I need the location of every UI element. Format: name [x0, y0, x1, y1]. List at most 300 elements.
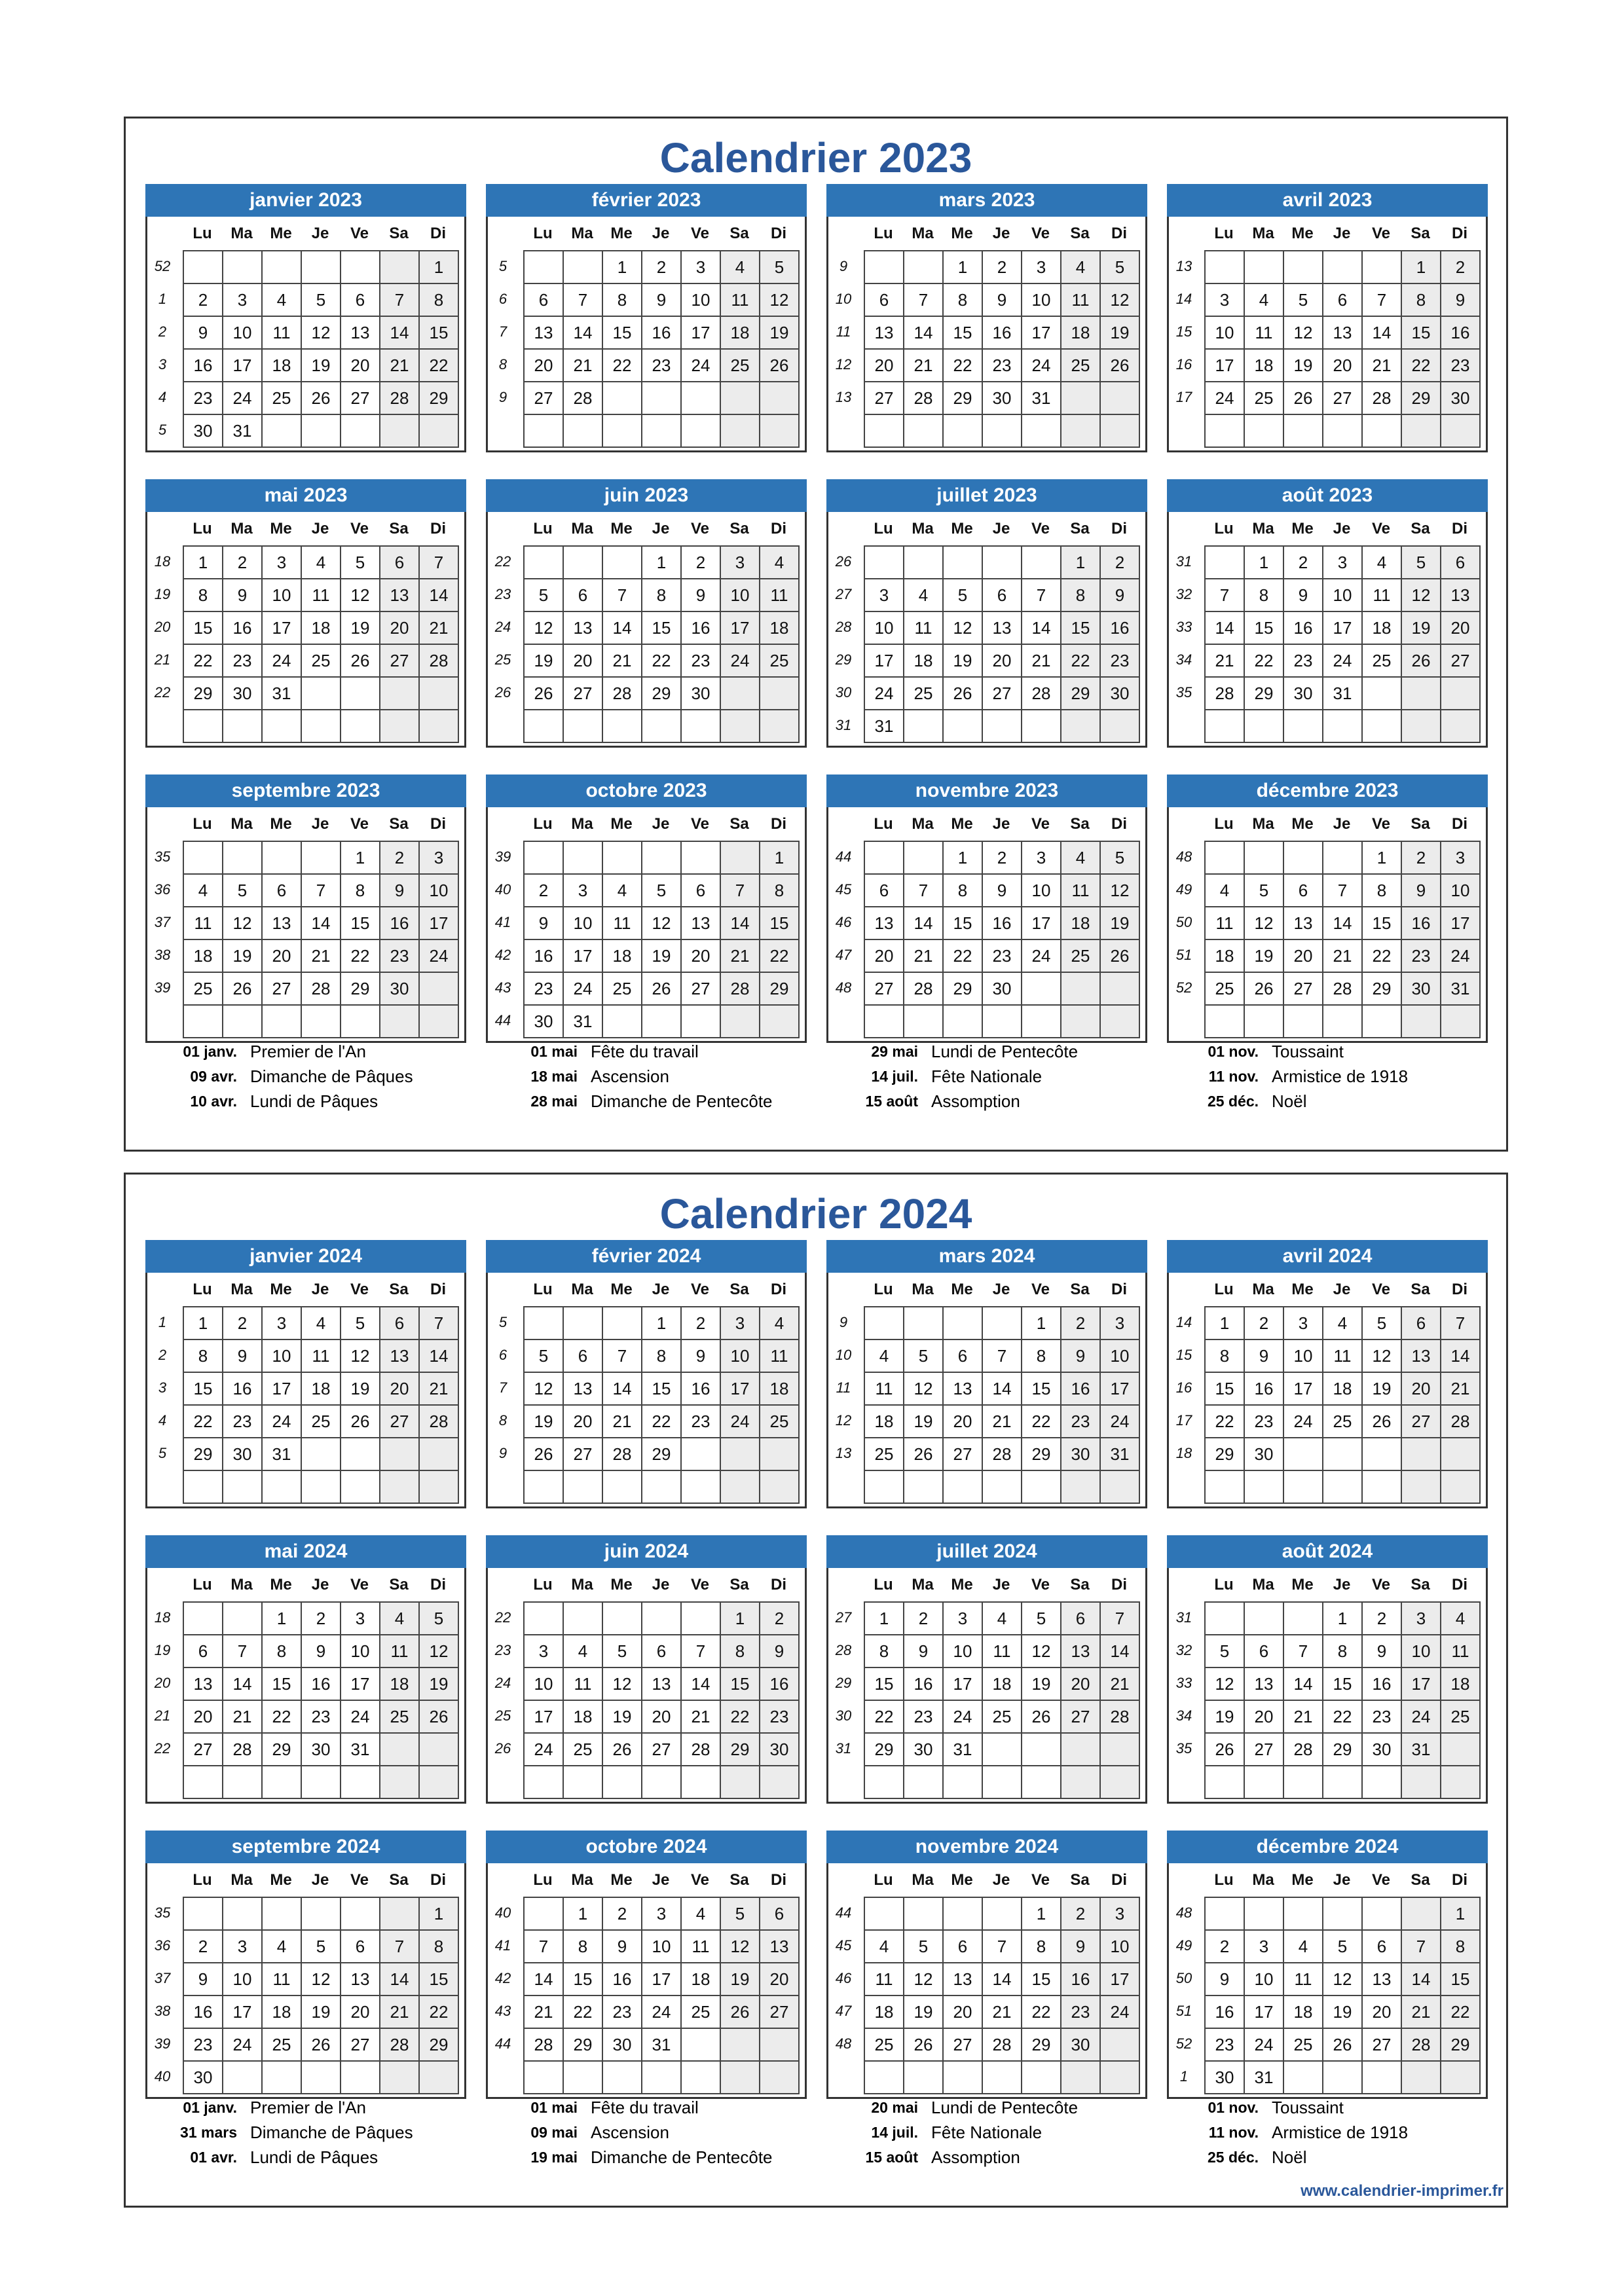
day-cell: [682, 1766, 721, 1799]
day-cell: 20: [525, 350, 564, 382]
weekday-label: Me: [610, 815, 633, 833]
week-number: [826, 2060, 860, 2093]
day-cell: 5: [1206, 1635, 1245, 1668]
day-cell: 9: [223, 1340, 263, 1373]
day-cell: 27: [341, 2029, 380, 2062]
day-cell: 22: [721, 1701, 760, 1734]
day-cell: 15: [1363, 907, 1402, 940]
week-number: [486, 414, 520, 446]
day-cell: 5: [302, 1931, 341, 1963]
day-cell: 15: [944, 317, 983, 350]
day-cell: 10: [525, 1668, 564, 1701]
day-cell: 8: [1363, 875, 1402, 907]
day-cell: 19: [1101, 907, 1140, 940]
day-cell: 13: [760, 1931, 800, 1963]
weekday-label: Ma: [1252, 815, 1274, 833]
week-number: 16: [1175, 1379, 1192, 1396]
weekday-label: Ma: [1252, 1576, 1274, 1594]
day-cell: 2: [1101, 547, 1140, 579]
day-cell: [682, 2029, 721, 2062]
day-grid: [523, 250, 800, 448]
week-numbers: [145, 1897, 179, 2093]
day-cell: [564, 547, 603, 579]
day-cell: 27: [865, 973, 904, 1006]
day-cell: 31: [1323, 678, 1363, 710]
day-cell: 22: [184, 1406, 223, 1438]
month-header: octobre 2024: [486, 1831, 807, 1863]
month-header: décembre 2024: [1167, 1831, 1488, 1863]
day-cell: 16: [1206, 1996, 1245, 2029]
day-cell: 9: [983, 875, 1022, 907]
day-cell: 10: [223, 317, 263, 350]
weekday-label: Di: [771, 815, 786, 833]
day-cell: 12: [525, 612, 564, 645]
day-cell: [682, 1603, 721, 1635]
day-cell: 21: [1363, 350, 1402, 382]
day-cell: 12: [1323, 1963, 1363, 1996]
day-cell: 2: [904, 1603, 944, 1635]
day-cell: [420, 678, 459, 710]
day-cell: 9: [1284, 579, 1323, 612]
day-cell: 4: [263, 1931, 302, 1963]
day-cell: 15: [263, 1668, 302, 1701]
weekday-label: Ve: [690, 1576, 710, 1594]
week-number: 52: [1175, 2035, 1192, 2052]
day-cell: [525, 1307, 564, 1340]
day-cell: 30: [1206, 2062, 1245, 2094]
weekday-label: Je: [1333, 1576, 1351, 1594]
day-grid: [523, 841, 800, 1038]
day-cell: 14: [603, 1373, 642, 1406]
day-cell: [682, 415, 721, 448]
weekday-label: Ma: [912, 520, 934, 538]
holiday-name: Lundi de Pâques: [250, 1091, 378, 1111]
day-cell: 17: [721, 1373, 760, 1406]
day-cell: [721, 710, 760, 743]
week-numbers: [826, 1897, 860, 2093]
day-cell: 30: [1061, 2029, 1101, 2062]
day-cell: [1323, 415, 1363, 448]
week-number: 35: [1175, 684, 1192, 701]
day-cell: 19: [904, 1996, 944, 2029]
weekday-label: Sa: [1070, 225, 1090, 242]
day-cell: 21: [1101, 1668, 1140, 1701]
day-cell: 30: [302, 1734, 341, 1766]
day-cell: 28: [682, 1734, 721, 1766]
day-cell: [944, 1766, 983, 1799]
weekday-label: Sa: [389, 1576, 409, 1594]
day-cell: 19: [642, 940, 682, 973]
day-cell: 19: [1206, 1701, 1245, 1734]
weekday-header-row: [1204, 1275, 1479, 1304]
week-number: 44: [494, 2035, 511, 2052]
day-cell: [302, 678, 341, 710]
day-cell: 31: [263, 1438, 302, 1471]
day-cell: 27: [1284, 973, 1323, 1006]
weekday-label: Ma: [231, 1281, 253, 1298]
day-cell: [721, 382, 760, 415]
week-number: 9: [839, 258, 848, 274]
day-cell: 21: [603, 1406, 642, 1438]
day-cell: 18: [904, 645, 944, 678]
day-cell: 6: [1061, 1603, 1101, 1635]
day-cell: 7: [603, 1340, 642, 1373]
day-cell: 13: [1245, 1668, 1284, 1701]
holiday-name: Assomption: [931, 1091, 1020, 1111]
weekday-label: Je: [992, 225, 1010, 242]
day-cell: [341, 2062, 380, 2094]
day-cell: 21: [420, 612, 459, 645]
week-numbers: [826, 545, 860, 742]
day-grid: [183, 250, 459, 448]
day-cell: [1284, 1006, 1323, 1038]
day-cell: 31: [1022, 382, 1061, 415]
day-cell: 15: [564, 1963, 603, 1996]
day-cell: 24: [721, 645, 760, 678]
week-number: 9: [839, 1314, 848, 1330]
weekday-label: Di: [1111, 225, 1127, 242]
day-cell: 7: [983, 1931, 1022, 1963]
day-cell: [904, 710, 944, 743]
day-cell: 1: [642, 1307, 682, 1340]
day-cell: 3: [263, 547, 302, 579]
day-cell: 18: [1284, 1996, 1323, 2029]
day-cell: 28: [1323, 973, 1363, 1006]
day-cell: [380, 710, 420, 743]
day-cell: 29: [1206, 1438, 1245, 1471]
holiday-date: 18 mai: [530, 1068, 578, 1085]
day-cell: 30: [1402, 973, 1441, 1006]
month-header: février 2024: [486, 1240, 807, 1273]
weekday-label: Lu: [533, 815, 553, 833]
holiday-name: Armistice de 1918: [1272, 1066, 1409, 1086]
weekday-label: Me: [610, 1576, 633, 1594]
weekday-label: Ma: [231, 1871, 253, 1889]
weekday-label: Me: [1291, 225, 1314, 242]
day-cell: [1206, 1766, 1245, 1799]
day-cell: 12: [302, 317, 341, 350]
day-cell: [642, 1006, 682, 1038]
day-cell: [223, 710, 263, 743]
day-cell: [1061, 1766, 1101, 1799]
day-cell: 5: [302, 284, 341, 317]
weekday-label: Sa: [389, 520, 409, 538]
day-cell: 11: [983, 1635, 1022, 1668]
day-cell: 27: [760, 1996, 800, 2029]
day-cell: 6: [1245, 1635, 1284, 1668]
weekday-label: Sa: [729, 1281, 749, 1298]
website-link[interactable]: www.calendrier-imprimer.fr: [1301, 2182, 1504, 2200]
weekday-label: Di: [1111, 1281, 1127, 1298]
day-cell: [944, 415, 983, 448]
day-cell: 3: [1323, 547, 1363, 579]
day-cell: [302, 710, 341, 743]
day-cell: [380, 1471, 420, 1504]
day-cell: 20: [341, 1996, 380, 2029]
week-number: 50: [1175, 1970, 1192, 1986]
day-cell: [1441, 1438, 1481, 1471]
day-cell: 26: [1022, 1701, 1061, 1734]
week-number: 17: [1175, 389, 1192, 405]
day-cell: 18: [603, 940, 642, 973]
day-cell: [1441, 415, 1481, 448]
day-cell: [1402, 1471, 1441, 1504]
day-cell: [1245, 1898, 1284, 1931]
day-cell: [865, 415, 904, 448]
weekday-label: Lu: [193, 225, 212, 242]
day-cell: 27: [865, 382, 904, 415]
week-number: 37: [154, 1970, 171, 1986]
day-cell: [1323, 710, 1363, 743]
weekday-label: Lu: [193, 520, 212, 538]
week-number: 24: [494, 1675, 511, 1691]
day-cell: 29: [760, 973, 800, 1006]
day-cell: 23: [525, 973, 564, 1006]
day-cell: 21: [1284, 1701, 1323, 1734]
day-cell: 12: [904, 1373, 944, 1406]
day-cell: [904, 1471, 944, 1504]
day-cell: [1402, 1438, 1441, 1471]
week-numbers: [486, 1897, 520, 2093]
holiday-name: Noël: [1272, 2147, 1307, 2167]
day-cell: 21: [904, 350, 944, 382]
day-cell: 6: [642, 1635, 682, 1668]
holiday-name: Lundi de Pâques: [250, 2147, 378, 2167]
day-cell: 9: [1441, 284, 1481, 317]
week-number: 1: [158, 1314, 167, 1330]
weekday-header-row: [523, 515, 798, 543]
day-cell: [525, 1471, 564, 1504]
day-cell: [380, 1438, 420, 1471]
week-number: 35: [1175, 1740, 1192, 1757]
day-cell: 28: [721, 973, 760, 1006]
day-cell: [302, 2062, 341, 2094]
weekday-label: Di: [771, 1871, 786, 1889]
month-header: mars 2023: [826, 184, 1147, 217]
weekday-label: Je: [992, 1576, 1010, 1594]
day-cell: [564, 2062, 603, 2094]
day-cell: 3: [1206, 284, 1245, 317]
day-grid: [1204, 1601, 1481, 1799]
day-cell: 27: [682, 973, 721, 1006]
day-cell: 22: [642, 645, 682, 678]
weekday-label: Ve: [1371, 225, 1391, 242]
day-cell: 14: [1284, 1668, 1323, 1701]
day-cell: [1101, 1766, 1140, 1799]
day-cell: 27: [380, 1406, 420, 1438]
day-cell: 25: [904, 678, 944, 710]
day-cell: 15: [603, 317, 642, 350]
day-cell: 26: [642, 973, 682, 1006]
holiday-name: Dimanche de Pâques: [250, 2123, 413, 2142]
weekday-label: Di: [1111, 1576, 1127, 1594]
day-cell: 9: [302, 1635, 341, 1668]
month-header: septembre 2023: [145, 774, 466, 807]
month-header: février 2023: [486, 184, 807, 217]
day-cell: 28: [603, 678, 642, 710]
day-cell: 19: [1022, 1668, 1061, 1701]
week-number: 19: [154, 586, 171, 602]
day-cell: 14: [983, 1963, 1022, 1996]
day-cell: 20: [1061, 1668, 1101, 1701]
day-cell: 24: [1022, 940, 1061, 973]
day-cell: 15: [642, 612, 682, 645]
day-cell: 22: [944, 350, 983, 382]
week-number: 39: [154, 979, 171, 996]
day-cell: 2: [1245, 1307, 1284, 1340]
day-cell: 5: [525, 1340, 564, 1373]
day-cell: 24: [944, 1701, 983, 1734]
day-cell: 1: [944, 842, 983, 875]
day-cell: 15: [721, 1668, 760, 1701]
day-cell: 13: [865, 907, 904, 940]
month-calendar: [826, 1831, 1147, 2099]
week-number: 31: [1175, 553, 1192, 570]
week-number: 28: [835, 619, 852, 635]
day-cell: [420, 1006, 459, 1038]
day-cell: 29: [721, 1734, 760, 1766]
week-number: 13: [835, 389, 852, 405]
day-cell: 13: [1284, 907, 1323, 940]
holiday-row: [145, 2120, 473, 2145]
day-cell: 16: [904, 1668, 944, 1701]
holiday-column: [1167, 2095, 1494, 2170]
month-calendar: [826, 184, 1147, 452]
day-cell: 2: [603, 1898, 642, 1931]
day-cell: [904, 251, 944, 284]
weekday-label: Ma: [231, 815, 253, 833]
day-cell: 16: [302, 1668, 341, 1701]
month-header: octobre 2023: [486, 774, 807, 807]
day-cell: 26: [302, 382, 341, 415]
day-cell: 9: [184, 1963, 223, 1996]
day-cell: 12: [341, 1340, 380, 1373]
weekday-label: Me: [951, 225, 973, 242]
day-cell: 16: [1061, 1963, 1101, 1996]
month-calendar: [826, 1240, 1147, 1508]
day-grid: [1204, 1897, 1481, 2094]
week-number: 13: [835, 1445, 852, 1461]
day-cell: 16: [380, 907, 420, 940]
day-cell: 5: [944, 579, 983, 612]
month-header: juin 2024: [486, 1535, 807, 1568]
day-cell: [1284, 1898, 1323, 1931]
year-title: Calendrier 2024: [659, 1190, 972, 1237]
holiday-row: [1167, 1089, 1494, 1114]
day-cell: 24: [1284, 1406, 1323, 1438]
day-cell: 5: [603, 1635, 642, 1668]
weekday-label: Je: [311, 815, 329, 833]
day-cell: 31: [564, 1006, 603, 1038]
holiday-list: [145, 2095, 1486, 2174]
week-numbers: [1167, 1601, 1201, 1798]
holiday-name: Premier de l'An: [250, 1042, 366, 1061]
day-cell: 26: [603, 1734, 642, 1766]
day-cell: 16: [1402, 907, 1441, 940]
month-header: août 2023: [1167, 479, 1488, 512]
day-cell: 30: [223, 678, 263, 710]
weekday-label: Di: [430, 815, 446, 833]
day-cell: [564, 842, 603, 875]
day-cell: [603, 1471, 642, 1504]
weekday-header-row: [864, 1866, 1139, 1895]
day-cell: 5: [760, 251, 800, 284]
week-numbers: [1167, 545, 1201, 742]
day-cell: 19: [760, 317, 800, 350]
day-cell: 20: [564, 645, 603, 678]
day-cell: 19: [1363, 1373, 1402, 1406]
day-cell: [983, 415, 1022, 448]
day-cell: 6: [682, 875, 721, 907]
day-cell: 11: [302, 1340, 341, 1373]
week-number: 40: [154, 2068, 171, 2085]
day-cell: [642, 1471, 682, 1504]
day-cell: [865, 1006, 904, 1038]
day-cell: 2: [983, 251, 1022, 284]
day-cell: 2: [1061, 1898, 1101, 1931]
day-cell: 31: [1245, 2062, 1284, 2094]
week-number: 8: [498, 1412, 507, 1429]
day-cell: 18: [263, 350, 302, 382]
day-cell: [721, 2062, 760, 2094]
week-number: [145, 1765, 179, 1798]
day-cell: 2: [184, 284, 223, 317]
day-cell: 7: [1284, 1635, 1323, 1668]
day-cell: [1022, 710, 1061, 743]
day-cell: 7: [682, 1635, 721, 1668]
day-cell: [983, 710, 1022, 743]
day-cell: [983, 1307, 1022, 1340]
day-cell: 28: [564, 382, 603, 415]
day-cell: 28: [525, 2029, 564, 2062]
day-cell: [904, 1307, 944, 1340]
day-cell: [760, 1438, 800, 1471]
week-number: 1: [158, 291, 167, 307]
day-cell: 23: [380, 940, 420, 973]
week-number: 47: [835, 947, 852, 963]
week-number: 47: [835, 2003, 852, 2019]
weekday-label: Lu: [1214, 1281, 1234, 1298]
day-cell: 25: [1061, 940, 1101, 973]
month-header: avril 2024: [1167, 1240, 1488, 1273]
day-cell: [1061, 1734, 1101, 1766]
day-cell: 10: [1284, 1340, 1323, 1373]
day-cell: 4: [865, 1340, 904, 1373]
day-cell: 1: [944, 251, 983, 284]
day-cell: 9: [1402, 875, 1441, 907]
day-cell: 24: [263, 1406, 302, 1438]
day-cell: [1441, 678, 1481, 710]
day-cell: [263, 842, 302, 875]
day-cell: [420, 1734, 459, 1766]
day-cell: 9: [525, 907, 564, 940]
day-cell: 30: [682, 678, 721, 710]
day-cell: 20: [380, 1373, 420, 1406]
day-cell: 4: [682, 1898, 721, 1931]
day-cell: 15: [420, 1963, 459, 1996]
day-cell: 30: [1441, 382, 1481, 415]
day-cell: 30: [223, 1438, 263, 1471]
day-cell: 20: [682, 940, 721, 973]
day-cell: [1402, 710, 1441, 743]
weekday-header-row: [1204, 1571, 1479, 1599]
day-cell: 28: [380, 382, 420, 415]
day-cell: [1061, 973, 1101, 1006]
week-number: 20: [154, 1675, 171, 1691]
day-cell: 25: [682, 1996, 721, 2029]
day-cell: 28: [603, 1438, 642, 1471]
week-number: 51: [1175, 947, 1192, 963]
